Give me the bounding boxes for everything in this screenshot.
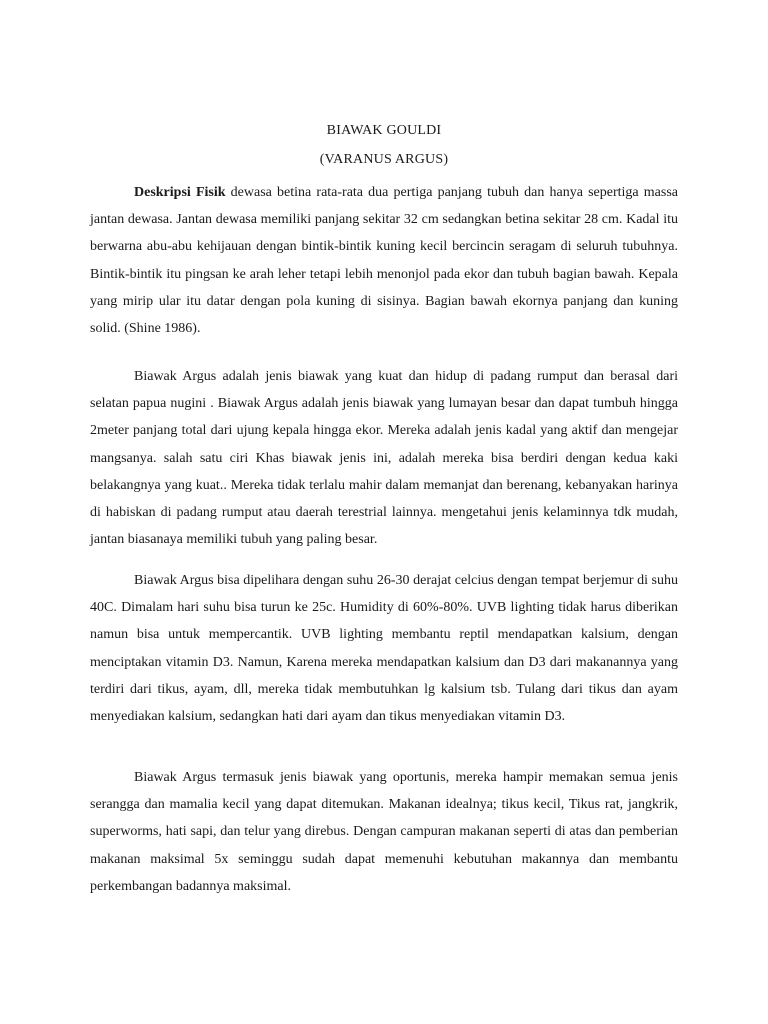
paragraph-diet <box>90 764 678 900</box>
paragraph-text: Biawak Argus termasuk jenis biawak yang oportunis, mereka hampir memakan semua jenis serangga dan mamalia kecil yang dapat ditemukan. Makanan idealnya; tikus kecil, Tikus rat, jangkrik, superworms, hati sapi, dan telur yang direbus. Dengan campuran makanan seperti di atas dan pemberian makanan maksimal 5x seminggu sudah dapat memenuhi kebutuhan makannya dan membantu perkembangan badannya maksimal. <box>90 770 678 894</box>
paragraph-husbandry <box>90 567 678 730</box>
document-subtitle: (VARANUS ARGUS) <box>319 152 449 167</box>
paragraph-physical-description <box>90 179 678 342</box>
paragraph-text: Biawak Argus adalah jenis biawak yang kuat dan hidup di padang rumput dan berasal dari selatan papua nugini . Biawak Argus adalah jenis biawak yang lumayan besar dan dapat tumbuh hingga 2meter panjang total dari ujung kepala hingga ekor. Mereka adalah jenis kadal yang aktif dan mengejar mangsanya. salah satu ciri Khas biawak jenis ini, adalah mereka bisa berdiri dengan kedua kaki belakangnya yang kuat.. Mereka tidak terlalu mahir dalam memanjat dan berenang, kebanyakan harinya di habiskan di padang rumput atau daerah terestrial lainnya. mengetahui jenis kelaminnya tdk mudah, jantan biasanaya memiliki tubuh yang paling besar. <box>90 369 678 548</box>
paragraph-habitat <box>90 363 678 553</box>
document-title: BIAWAK GOULDI <box>326 123 442 138</box>
paragraph-text: Biawak Argus bisa dipelihara dengan suhu 26-30 derajat celcius dengan tempat berjemur di suhu 40C. Dimalam hari suhu bisa turun ke 25c. Humidity di 60%-80%. UVB lighting tidak harus diberikan namun bisa untuk mempercantik. UVB lighting membantu reptil mendapatkan kalsium, dengan menciptakan vitamin D3. Namun, Karena mereka mendapatkan kalsium dan D3 dari makanannya yang terdiri dari tikus, ayam, dll, mereka tidak membutuhkan lg kalsium tsb. Tulang dari tikus dan ayam menyediakan kalsium, sedangkan hati dari ayam dan tikus menyediakan vitamin D3. <box>90 573 678 725</box>
paragraph-lead-bold: Deskripsi Fisik <box>134 185 226 200</box>
paragraph-text: dewasa betina rata-rata dua pertiga panjang tubuh dan hanya sepertiga massa jantan dewasa. Jantan dewasa memiliki panjang sekitar 32 cm sedangkan betina sekitar 28 cm. Kadal itu berwarna abu-abu kehijauan dengan bintik-bintik kuning kecil bercincin seragam di seluruh tubuhnya. Bintik-bintik itu pingsan ke arah leher tetapi lebih menonjol pada ekor dan tubuh bagian bawah. Kepala yang mirip ular itu datar dengan pola kuning di sisinya. Bagian bawah ekornya panjang dan kuning solid. (Shine 1986). <box>90 185 678 337</box>
